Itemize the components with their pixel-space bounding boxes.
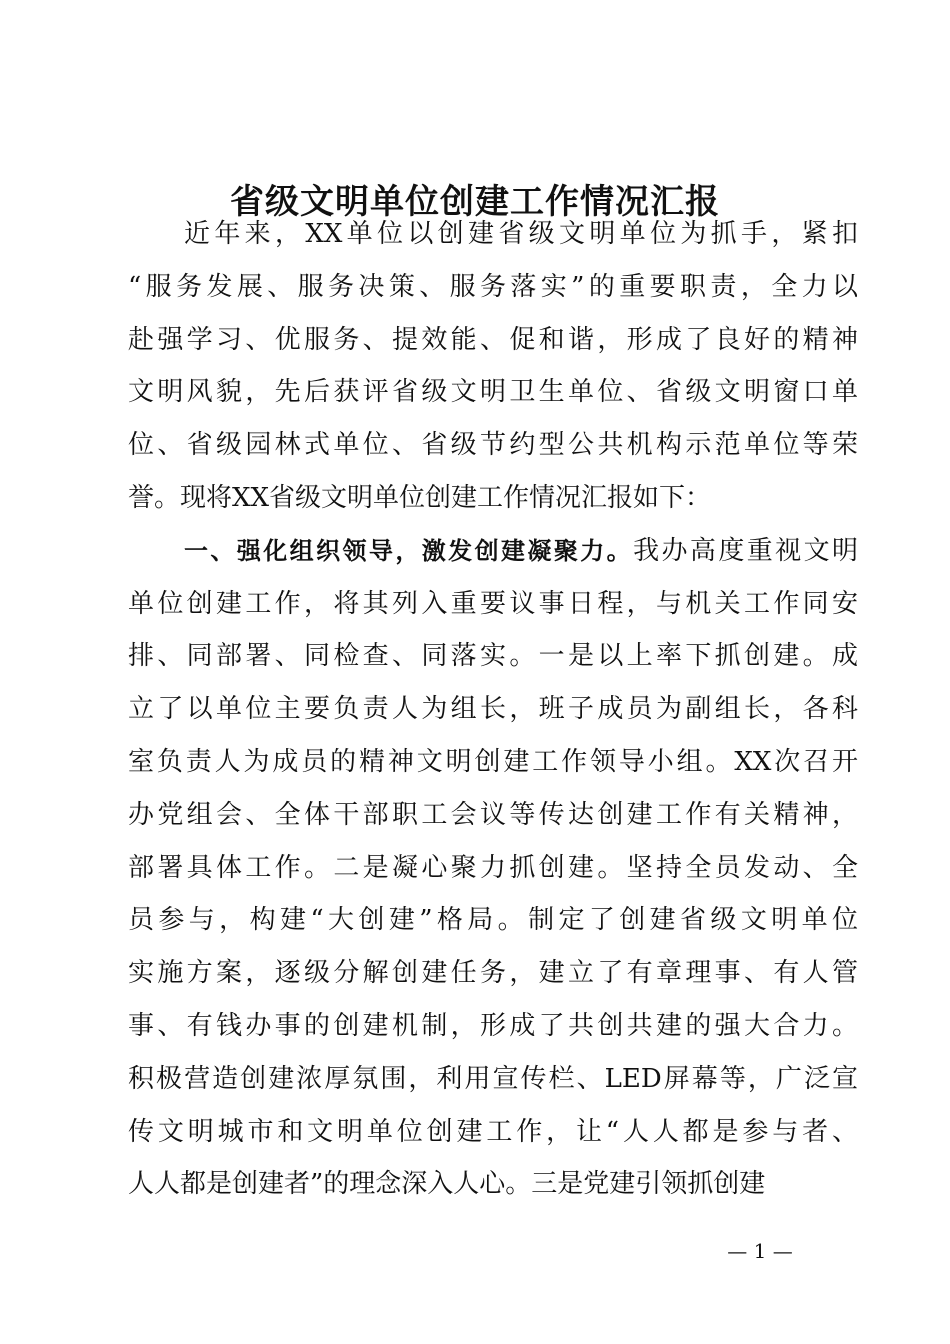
body-line: 单位创建工作，将其列入重要议事日程，与机关工作同安 (128, 588, 858, 619)
body-line: 员参与，构建“大创建”格局。制定了创建省级文明单位 (128, 905, 858, 936)
body-line: 办党组会、全体干部职工会议等传达创建工作有关精神， (128, 799, 858, 830)
section-lead-text: 我办高度重视文明 (633, 535, 858, 566)
page-number: — 1 — (727, 1239, 793, 1263)
body-line: 近年来，XX单位以创建省级文明单位为抓手，紧扣 (184, 219, 858, 249)
section-heading: 一、强化组织领导，激发创建凝聚力。 (184, 536, 634, 565)
body-line: 位、省级园林式单位、省级节约型公共机构示范单位等荣 (128, 430, 858, 461)
body-line: 传文明城市和文明单位创建工作，让“人人都是参与者、 (128, 1116, 858, 1147)
body-line: 室负责人为成员的精神文明创建工作领导小组。XX次召开 (128, 746, 858, 777)
body-line: 事、有钱办事的创建机制，形成了共创共建的强大合力。 (128, 1010, 858, 1041)
body-line: “服务发展、服务决策、服务落实”的重要职责，全力以 (128, 271, 858, 302)
body-line: 排、同部署、同检查、同落实。一是以上率下抓创建。成 (128, 641, 858, 672)
body-line: 人人都是创建者”的理念深入人心。三是党建引领抓创建 (128, 1169, 766, 1200)
body-line: 实施方案，逐级分解创建任务，建立了有章理事、有人管 (128, 958, 858, 989)
section-heading-line (128, 525, 858, 578)
document-body (128, 208, 858, 1211)
body-line: 赴强学习、优服务、提效能、促和谐，形成了良好的精神 (128, 324, 858, 355)
body-line: 立了以单位主要负责人为组长，班子成员为副组长，各科 (128, 694, 858, 725)
body-line: 积极营造创建浓厚氛围，利用宣传栏、LED屏幕等，广泛宣 (128, 1063, 858, 1094)
document-title: 省级文明单位创建工作情况汇报 (230, 182, 720, 222)
body-line: 部署具体工作。二是凝心聚力抓创建。坚持全员发动、全 (128, 852, 858, 883)
body-line: 文明风貌，先后获评省级文明卫生单位、省级文明窗口单 (128, 377, 858, 408)
body-line: 誉。现将XX省级文明单位创建工作情况汇报如下： (128, 482, 712, 513)
